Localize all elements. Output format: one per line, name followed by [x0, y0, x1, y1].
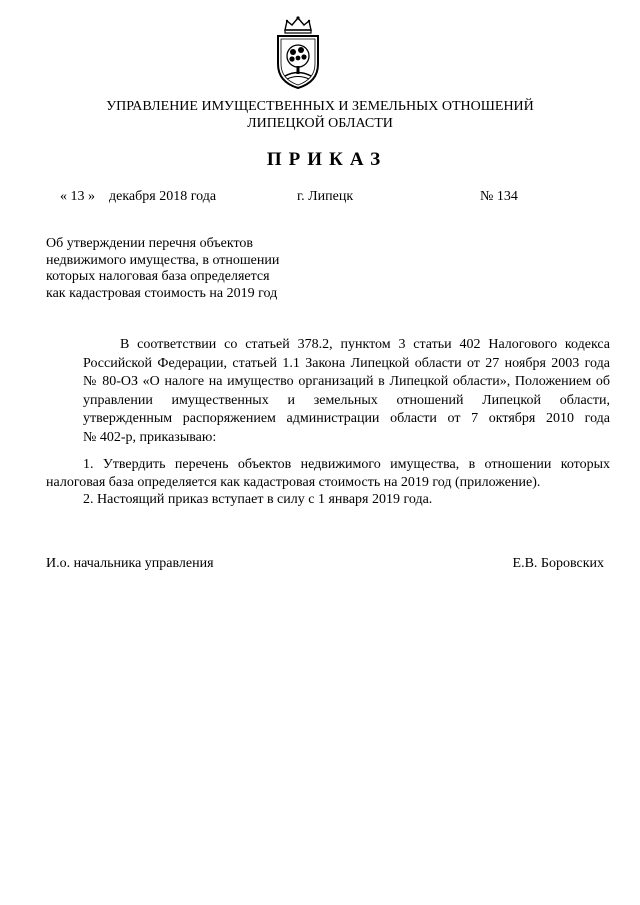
item-line: 1. Утвердить перечень объектов недвижимого имущества, в отношении которых: [83, 457, 610, 472]
preamble-paragraph: [46, 336, 610, 447]
city: г. Липецк: [297, 189, 354, 204]
authority-line-1: УПРАВЛЕНИЕ ИМУЩЕСТВЕННЫХ И ЗЕМЕЛЬНЫХ ОТНОШЕНИЙ: [106, 99, 534, 114]
signatory-position: И.о. начальника управления: [46, 556, 214, 571]
preamble-line: Российской Федерации, статьей 1.1 Закона Липецкой области от 27 ноября 2003 года: [83, 355, 610, 371]
order-item-2: [46, 491, 610, 509]
preamble-line: № 402-р, приказываю:: [83, 429, 217, 445]
item-line: 2. Настоящий приказ вступает в силу с 1 января 2019 года.: [83, 492, 433, 507]
issuing-authority: [0, 98, 640, 132]
order-number: № 134: [480, 189, 518, 204]
date-month-year: декабря 2018 года: [109, 189, 217, 204]
preamble-line: В соответствии со статьей 378.2, пунктом 3 статьи 402 Налогового кодекса: [120, 337, 610, 352]
document-title: ПРИКАЗ: [266, 149, 388, 170]
authority-line-2: ЛИПЕЦКОЙ ОБЛАСТИ: [247, 116, 393, 131]
lipetsk-coat-of-arms-icon: [273, 14, 323, 90]
preamble-line: управлении имущественных и земельных отношений Липецкой области,: [83, 392, 610, 408]
order-subject: [46, 236, 279, 302]
subject-line: которых налоговая база определяется: [46, 269, 270, 284]
signatory-name: Е.В. Боровских: [512, 556, 604, 571]
item-line: налоговая база определяется как кадастровая стоимость на 2019 год (приложение).: [46, 475, 541, 490]
subject-line: недвижимого имущества, в отношении: [46, 252, 280, 268]
subject-line: Об утверждении перечня объектов: [46, 236, 254, 251]
preamble-line: утвержденным распоряжением администрации области от 7 октября 2010 года: [83, 411, 610, 426]
preamble-line: № 80-ОЗ «О налоге на имущество организаций в Липецкой области», Положением об: [83, 374, 610, 389]
date-day: « 13 »: [60, 189, 95, 204]
subject-line: как кадастровая стоимость на 2019 год: [46, 285, 278, 301]
order-item-1: [46, 456, 610, 492]
